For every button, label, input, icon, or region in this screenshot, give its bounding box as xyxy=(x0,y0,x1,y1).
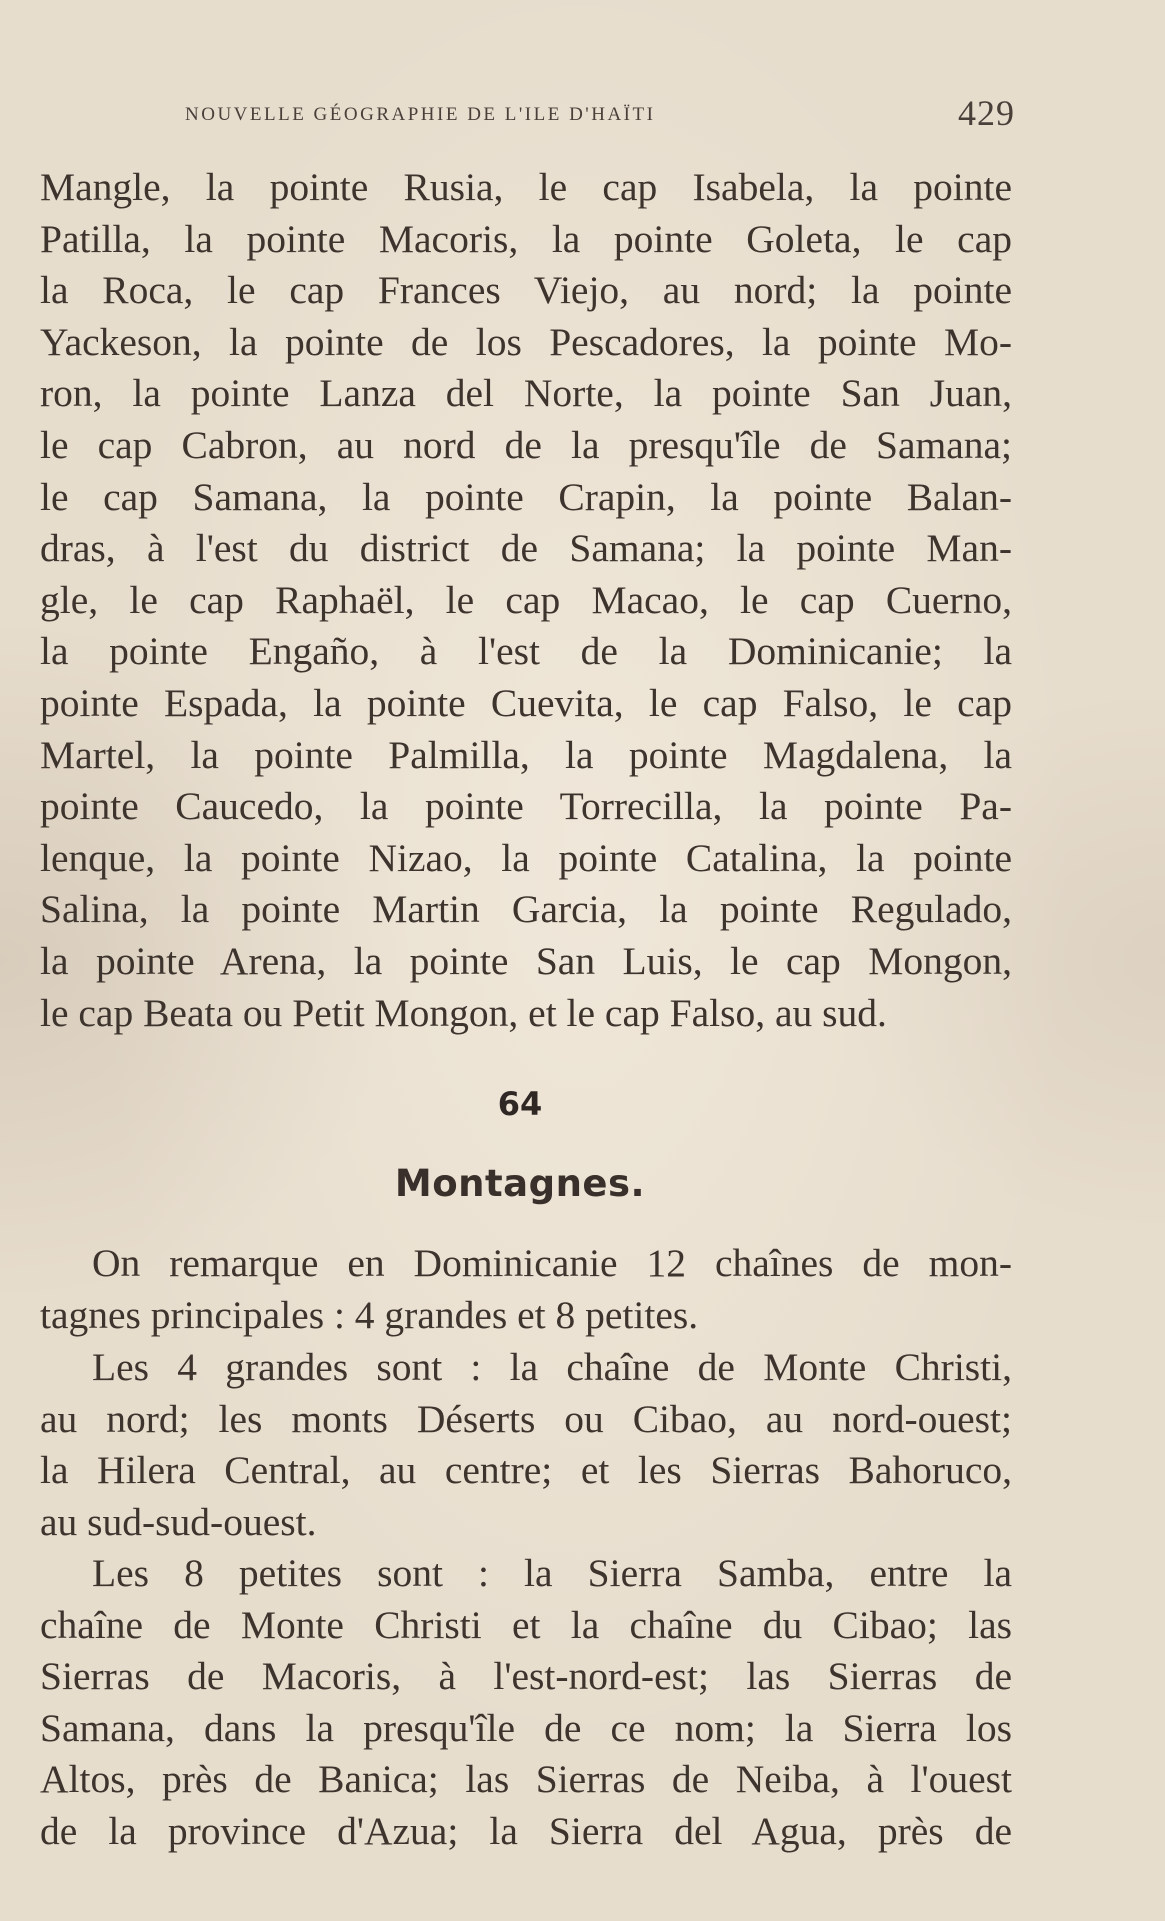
text-line: Martel, la pointe Palmilla, la pointe Magdalena, la xyxy=(40,732,1012,777)
text-line: Yackeson, la pointe de los Pescadores, la pointe Mo- xyxy=(40,319,1012,364)
paragraph-small-ranges xyxy=(40,1548,1012,1858)
text-line: tagnes principales : 4 grandes et 8 petites. xyxy=(40,1292,699,1337)
text-line: Les 4 grandes sont : la chaîne de Monte Christi, xyxy=(92,1345,1012,1389)
section-title: Montagnes. xyxy=(394,1162,646,1205)
text-line: Salina, la pointe Martin Garcia, la pointe Regulado, xyxy=(40,887,1012,932)
text-line: pointe Caucedo, la pointe Torrecilla, la pointe Pa- xyxy=(40,784,1012,829)
text-line: de la province d'Azua; la Sierra del Agua, près de xyxy=(40,1808,1012,1853)
running-header-title: nouvelle géographie de l'ile d'haïti xyxy=(185,96,656,126)
text-line: On remarque en Dominicanie 12 chaînes de mon- xyxy=(92,1241,1012,1285)
text-line: le cap Samana, la pointe Crapin, la pointe Balan- xyxy=(40,474,1012,519)
text-line: la Hilera Central, au centre; et les Sierras Bahoruco, xyxy=(40,1448,1012,1493)
text-line: gle, le cap Raphaël, le cap Macao, le cap Cuerno, xyxy=(40,577,1012,622)
text-line: Les 8 petites sont : la Sierra Samba, entre la xyxy=(92,1551,1012,1595)
running-header xyxy=(185,92,1015,136)
text-line: le cap Cabron, au nord de la presqu'île de Samana; xyxy=(40,422,1012,467)
text-line: Patilla, la pointe Macoris, la pointe Goleta, le cap xyxy=(40,216,1012,261)
text-line: au sud-sud-ouest. xyxy=(40,1499,317,1544)
text-line: ron, la pointe Lanza del Norte, la pointe San Juan, xyxy=(40,371,1012,416)
text-line: la pointe Engaño, à l'est de la Dominicanie; la xyxy=(40,629,1012,674)
paragraph-mountains-intro xyxy=(40,1238,1012,1341)
paragraph-coastal-points xyxy=(40,162,1012,1039)
text-line: pointe Espada, la pointe Cuevita, le cap Falso, le cap xyxy=(40,680,1012,725)
section-number: 64 xyxy=(497,1085,543,1123)
text-line: Altos, près de Banica; las Sierras de Neiba, à l'ouest xyxy=(40,1757,1012,1802)
text-line: chaîne de Monte Christi et la chaîne du Cibao; las xyxy=(40,1602,1012,1647)
text-line: Mangle, la pointe Rusia, le cap Isabela, la pointe xyxy=(40,165,1012,209)
text-line: dras, à l'est du district de Samana; la pointe Man- xyxy=(40,526,1012,571)
text-line: au nord; les monts Déserts ou Cibao, au nord-ouest; xyxy=(40,1396,1012,1441)
paragraph-large-ranges xyxy=(40,1342,1012,1548)
page-number: 429 xyxy=(958,93,1015,133)
text-line: le cap Beata ou Petit Mongon, et le cap Falso, au sud. xyxy=(40,990,887,1035)
text-line: la pointe Arena, la pointe San Luis, le cap Mongon, xyxy=(40,938,1012,983)
text-line: lenque, la pointe Nizao, la pointe Catalina, la pointe xyxy=(40,835,1012,880)
text-line: Sierras de Macoris, à l'est-nord-est; las Sierras de xyxy=(40,1654,1012,1699)
text-line: Samana, dans la presqu'île de ce nom; la Sierra los xyxy=(40,1705,1012,1750)
text-line: la Roca, le cap Frances Viejo, au nord; la pointe xyxy=(40,268,1012,313)
